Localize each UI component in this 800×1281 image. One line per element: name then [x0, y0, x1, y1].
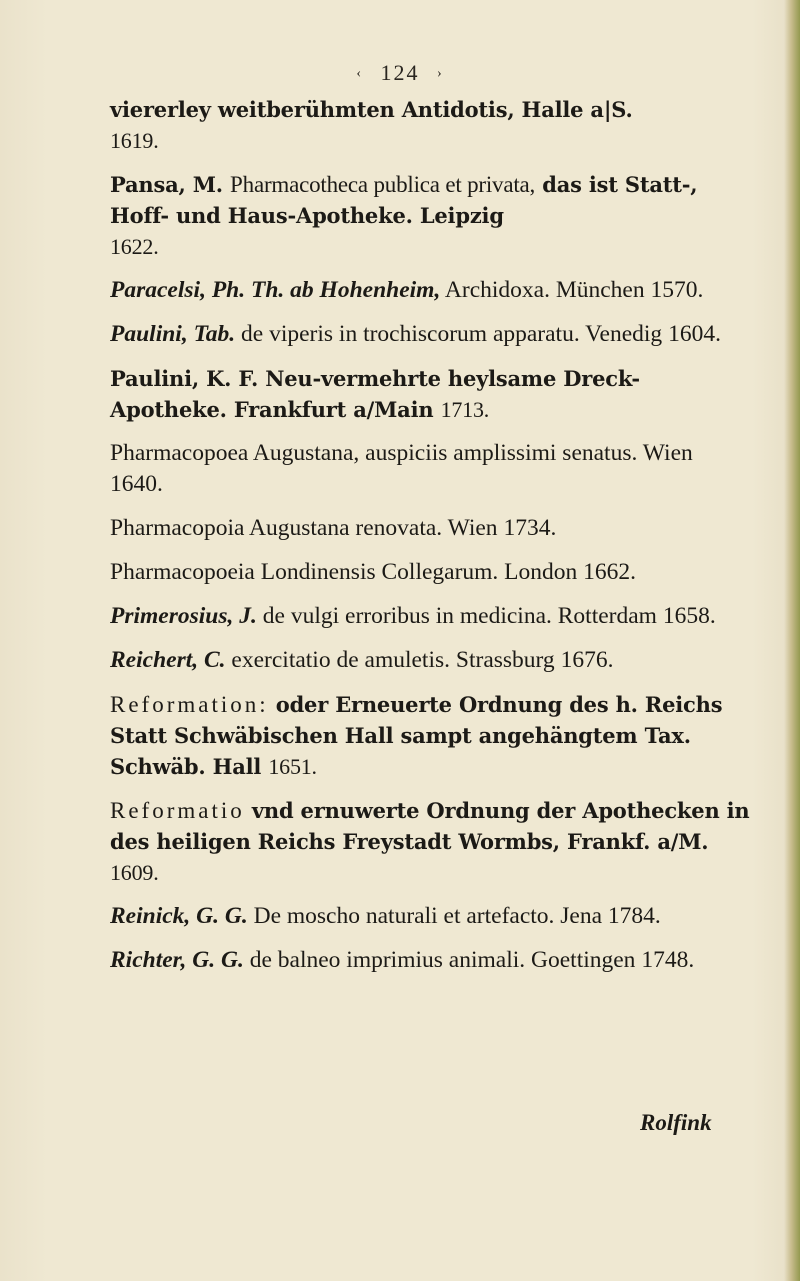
entry-13	[110, 945, 750, 976]
entry-year: 1622.	[110, 234, 159, 259]
entry-author: Reichert, C.	[110, 647, 226, 673]
entry-text: Neu-vermehrte heylsame Dreck-Apotheke. Frankfurt a/Main	[110, 366, 640, 422]
entry-year: 1658.	[662, 603, 716, 629]
entry-12	[110, 901, 750, 932]
entry-7	[110, 557, 750, 588]
entry-text: oder Erneuerte Ordnung des h. Reichs Statt Schwäbischen Hall sampt angehängtem Tax. Schwäb. Hall	[110, 692, 723, 779]
entry-year: 1651.	[268, 754, 317, 779]
entry-year: 1713.	[440, 397, 490, 422]
entry-0	[110, 94, 750, 156]
entry-text: vnd ernuwerte Ordnung der Apothecken in des heiligen Reichs Freystadt Wormbs, Frankf. a/M.	[110, 798, 750, 854]
entry-text: Pharmacotheca publica et privata,	[230, 172, 536, 197]
entry-year: 1662.	[583, 559, 637, 585]
entry-year: 1784.	[607, 903, 661, 929]
entry-text: de viperis in trochiscorum apparatu. Venedig	[241, 321, 663, 347]
page-number: 124	[380, 60, 420, 85]
entry-text: de vulgi erroribus in medicina. Rotterdam	[262, 603, 657, 629]
entry-year: 1604.	[668, 321, 721, 347]
entry-text: de balneo imprimius animali. Goettingen	[249, 947, 636, 973]
entry-text: Pharmacopoeia Londinensis Collegarum. London	[110, 559, 578, 585]
entry-year: 1609.	[110, 860, 159, 885]
entry-5	[110, 438, 750, 500]
entry-9	[110, 645, 750, 676]
entry-author: Paracelsi, Ph. Th. ab Hohenheim,	[110, 277, 441, 303]
ornament-right: ›	[437, 66, 444, 81]
entry-year: 1570.	[650, 277, 704, 303]
entry-text: Pharmacopoea Augustana, auspiciis amplissimi senatus. Wien	[110, 440, 693, 466]
entry-text: viererley weitberühmten Antidotis, Halle a|S.	[110, 97, 633, 122]
entry-10	[110, 689, 750, 782]
entry-year: 1619.	[110, 128, 159, 153]
entry-author: Paulini, Tab.	[110, 321, 236, 347]
entry-author: Reinick, G. G.	[110, 903, 248, 929]
entry-author: Primerosius, J.	[110, 603, 257, 629]
entry-year: 1640.	[110, 471, 163, 497]
entry-year: 1748.	[641, 947, 695, 973]
page-header	[0, 60, 800, 86]
page-edge	[784, 0, 800, 1281]
entry-3	[110, 319, 750, 350]
entry-text: exercitatio de amuletis. Strassburg	[231, 647, 555, 673]
catchword: Rolfink	[640, 1110, 712, 1135]
entry-author: Richter, G. G.	[110, 947, 244, 973]
entry-author: Reformation:	[110, 692, 269, 717]
entry-year: 1734.	[503, 515, 557, 541]
entry-year: 1676.	[560, 647, 614, 673]
entry-4	[110, 363, 750, 425]
entry-author: Pansa, M.	[110, 172, 223, 197]
entry-text: De moscho naturali et artefacto. Jena	[253, 903, 603, 929]
entry-author: Reformatio	[110, 798, 245, 823]
entry-text: Archidoxa. München	[444, 277, 645, 303]
entry-2	[110, 275, 750, 306]
entry-8	[110, 601, 750, 632]
entry-6	[110, 513, 750, 544]
entry-author: Paulini, K. F.	[110, 366, 259, 391]
entry-1	[110, 169, 750, 262]
ornament-left: ‹	[356, 66, 363, 81]
bibliography-list	[110, 94, 750, 989]
entry-text-german: das ist Statt-, Hoff- und Haus-Apotheke. Leipzig	[110, 172, 698, 228]
entry-text: Pharmacopoia Augustana renovata. Wien	[110, 515, 498, 541]
entry-11	[110, 795, 750, 888]
